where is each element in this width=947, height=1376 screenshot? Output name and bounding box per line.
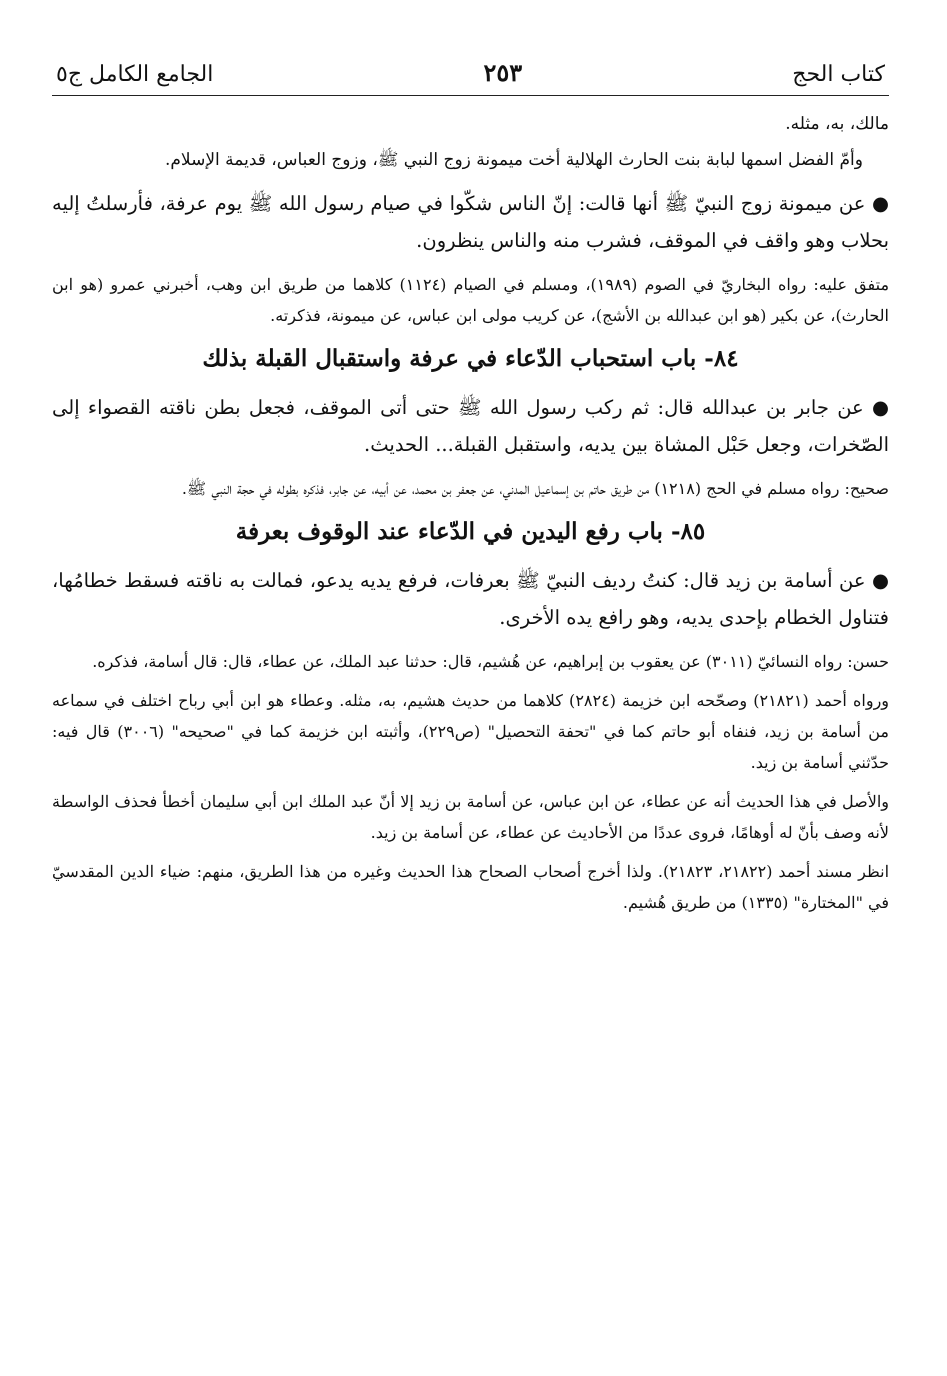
- header-volume-title: الجامع الكامل ج٥: [56, 62, 214, 87]
- note-paragraph: انظر مسند أحمد (٢١٨٢٢، ٢١٨٢٣). ولذا أخرج أصحاب الصحاح هذا الحديث وغيره من هذا الطريق، منهم: ضياء الدين المقدسيّ في "المختارة" (١٣٣٥) من طريق هُشيم.: [52, 862, 890, 912]
- takhrij-maymuna: متفق عليه: رواه البخاريّ في الصوم (١٩٨٩)، ومسلم في الصيام (١١٢٤) كلاهما من طريق ابن وهب، أخبرني عمرو (هو ابن الحارث)، عن بكير (هو ابن عبدالله بن الأشج)، عن كريب مولى ابن عباس، عن ميمونة، فذكرته.: [52, 275, 890, 325]
- note-continuation: مالك، به، مثله.: [785, 114, 889, 134]
- takhrij-usama: حسن: رواه النسائيّ (٣٠١١) عن يعقوب بن إبراهيم، عن هُشيم، قال: حدثنا عبد الملك، عن عطاء، قال: قال أسامة، فذكره.: [92, 652, 889, 671]
- page-header: [52, 58, 889, 96]
- page-number: ٢٥٣: [483, 58, 523, 87]
- note-paragraph: وأمّ الفضل اسمها لبابة بنت الحارث الهلالية أخت ميمونة زوج النبي ﷺ، وزوج العباس، قديمة الإسلام.: [165, 150, 863, 170]
- note-paragraph: ورواه أحمد (٢١٨٢١) وصحّحه ابن خزيمة (٢٨٢٤) كلاهما من حديث هشيم، به، مثله. وعطاء هو ابن أبي رباح اختلف في سماعه من أسامة بن زيد، فنفاه أبو حاتم كما في "تحفة التحصيل" (ص٢٢٩)، وأثبته ابن خزيمة كما في "صحيحه" (٣٠٠٦) قال فيه: حدّثني أسامة بن زيد.: [52, 691, 890, 772]
- takhrij-jabir: صحيح: رواه مسلم في الحج (١٢١٨) من طريق حاتم بن إسماعيل المدني، عن جعفر بن محمد، عن أبيه، عن جابر، فذكره بطوله في حجة النبي ﷺ.: [181, 479, 889, 498]
- hadith-maymuna: ● عن ميمونة زوج النبيّ ﷺ أنها قالت: إنّ الناس شكّوا في صيام رسول الله ﷺ يوم عرفة، فأرسلتُ إليه بحلاب وهو واقف في الموقف، فشرب منه والناس ينظرون.: [52, 192, 889, 252]
- header-book-title: كتاب الحج: [792, 62, 885, 87]
- note-paragraph: والأصل في هذا الحديث أنه عن عطاء، عن ابن عباس، عن أسامة بن زيد إلا أنّ عبد الملك ابن أبي سليمان أخطأ فحذف الواسطة لأنه وصف بأنّ له أوهامًا، فروى عددًا من الأحاديث عن عطاء، عن أسامة بن زيد.: [52, 792, 890, 842]
- chapter-heading-85: ٨٥- باب رفع اليدين في الدّعاء عند الوقوف بعرفة: [235, 518, 706, 545]
- chapter-heading-84: ٨٤- باب استحباب الدّعاء في عرفة واستقبال القبلة بذلك: [202, 345, 739, 372]
- hadith-jabir: ● عن جابر بن عبدالله قال: ثم ركب رسول الله ﷺ حتى أتى الموقف، فجعل بطن ناقته القصواء إلى الصّخرات، وجعل حَبْل المشاة بين يديه، واستقبل القبلة... الحديث.: [52, 396, 889, 456]
- hadith-usama: ● عن أسامة بن زيد قال: كنتُ رديف النبيّ ﷺ بعرفات، فرفع يديه يدعو، فمالت به ناقته فسقط خطامُها، فتناول الخطام بإحدى يديه، وهو رافع يده الأخرى.: [52, 569, 889, 629]
- book-page: [52, 58, 889, 1336]
- page-content: [52, 96, 889, 918]
